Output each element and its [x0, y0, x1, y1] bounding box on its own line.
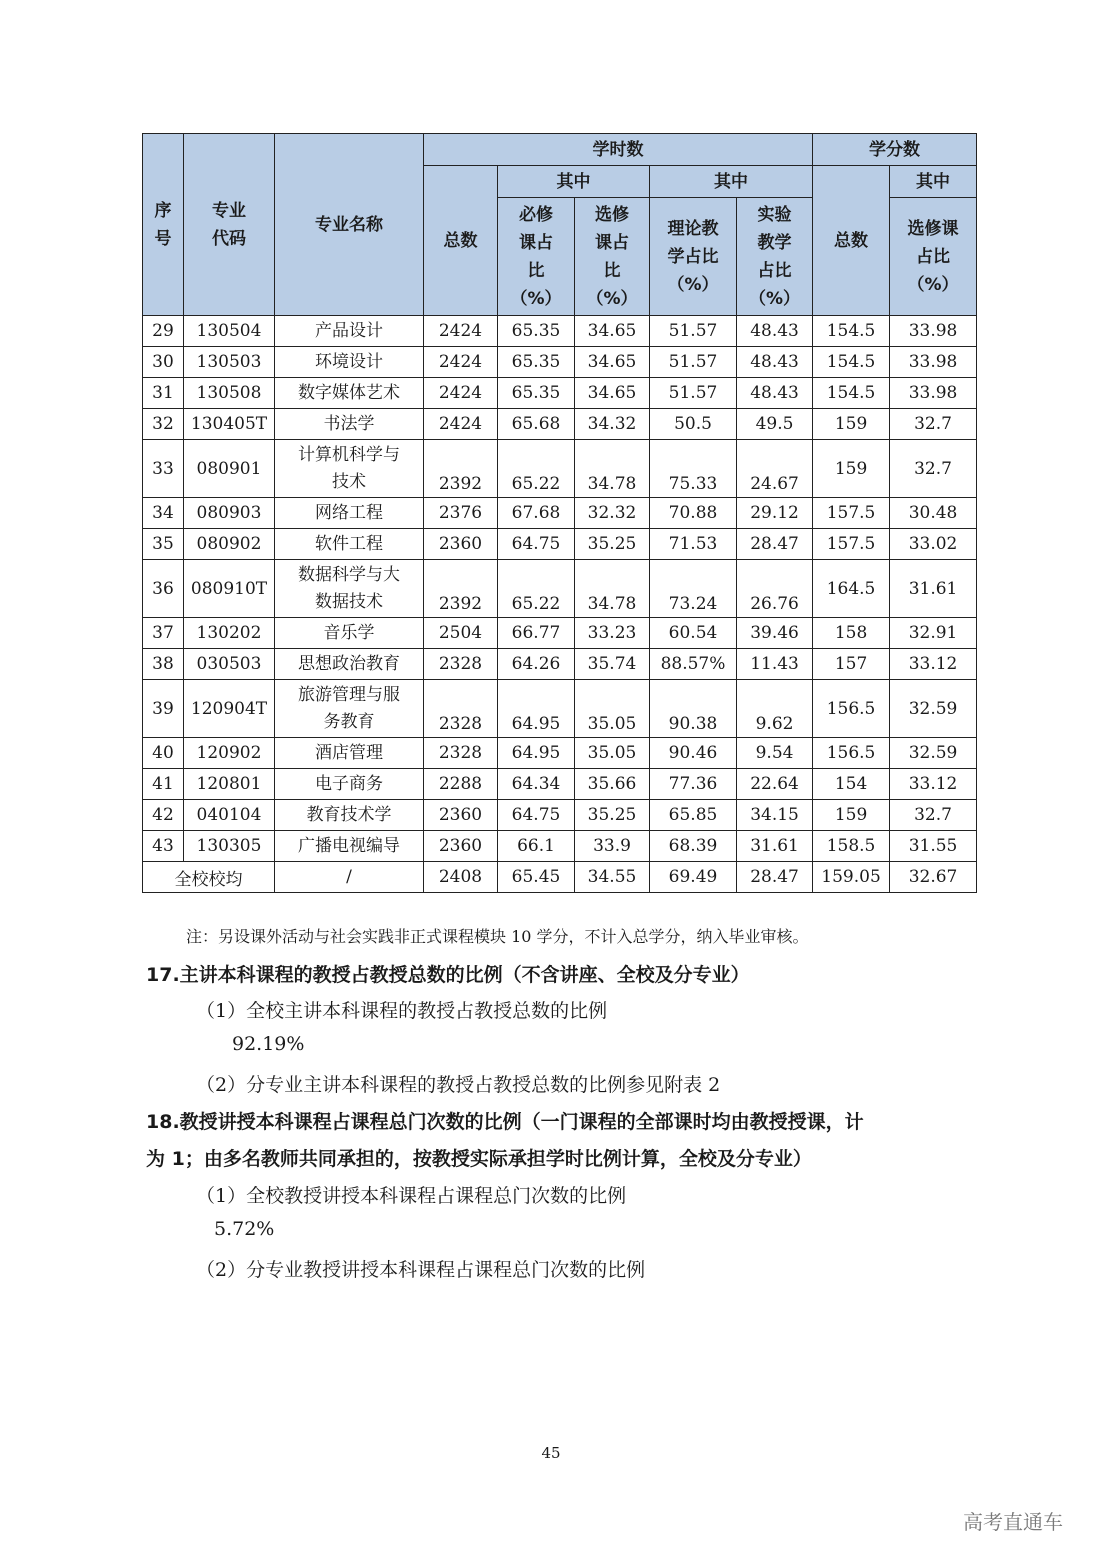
cell-lab-pct: 39.46	[737, 618, 813, 649]
section-18-item-2: （2）分专业教授讲授本科课程占课程总门次数的比例	[196, 1259, 646, 1281]
header-lab-pct: 实验 教学 占比 （%）	[737, 198, 813, 316]
header-hours-group: 学时数	[424, 134, 813, 166]
table-row	[143, 560, 977, 618]
cell-name: 软件工程	[275, 529, 424, 560]
cell-credits-elective-pct: 33.02	[890, 529, 977, 560]
cell-credits: 154.5	[813, 378, 890, 409]
cell-seq: 40	[143, 738, 184, 769]
cell-summary-credits-elective-pct: 32.67	[890, 862, 977, 893]
cell-credits: 157.5	[813, 529, 890, 560]
cell-lab-pct: 49.5	[737, 409, 813, 440]
cell-required-pct: 67.68	[498, 498, 575, 529]
table-note: 注：另设课外活动与社会实践非正式课程模块 10 学分，不计入总学分，纳入毕业审核。	[186, 927, 809, 946]
cell-seq: 39	[143, 680, 184, 738]
cell-seq: 42	[143, 800, 184, 831]
table-row	[143, 529, 977, 560]
table-row	[143, 316, 977, 347]
cell-name: 音乐学	[275, 618, 424, 649]
table-row	[143, 347, 977, 378]
cell-credits-elective-pct: 30.48	[890, 498, 977, 529]
cell-code: 130508	[184, 378, 275, 409]
cell-elective-pct: 34.32	[575, 409, 650, 440]
cell-credits: 157	[813, 649, 890, 680]
cell-code: 130202	[184, 618, 275, 649]
cell-credits: 158	[813, 618, 890, 649]
cell-hours: 2360	[424, 529, 498, 560]
table-row	[143, 440, 977, 498]
cell-name: 书法学	[275, 409, 424, 440]
cell-hours: 2328	[424, 680, 498, 738]
header-hours-total: 总数	[424, 166, 498, 316]
cell-elective-pct: 34.78	[575, 440, 650, 498]
cell-hours: 2360	[424, 831, 498, 862]
table-row	[143, 680, 977, 738]
cell-credits: 157.5	[813, 498, 890, 529]
cell-hours: 2504	[424, 618, 498, 649]
cell-credits-elective-pct: 31.61	[890, 560, 977, 618]
table-row	[143, 498, 977, 529]
header-seq: 序 号	[143, 134, 184, 316]
cell-hours: 2288	[424, 769, 498, 800]
cell-elective-pct: 35.05	[575, 738, 650, 769]
cell-required-pct: 64.95	[498, 680, 575, 738]
cell-theory-pct: 88.57%	[650, 649, 737, 680]
cell-lab-pct: 11.43	[737, 649, 813, 680]
cell-credits-elective-pct: 33.98	[890, 378, 977, 409]
cell-credits: 159	[813, 409, 890, 440]
cell-hours: 2328	[424, 738, 498, 769]
summary-row	[143, 862, 977, 893]
cell-credits-elective-pct: 33.12	[890, 649, 977, 680]
header-hours-sub1: 其中	[498, 166, 650, 198]
cell-name: 思想政治教育	[275, 649, 424, 680]
cell-theory-pct: 68.39	[650, 831, 737, 862]
cell-elective-pct: 34.65	[575, 378, 650, 409]
section-17-title: 17.主讲本科课程的教授占教授总数的比例（不含讲座、全校及分专业）	[146, 964, 750, 986]
cell-elective-pct: 35.25	[575, 800, 650, 831]
cell-seq: 36	[143, 560, 184, 618]
cell-summary-theory-pct: 69.49	[650, 862, 737, 893]
cell-credits: 164.5	[813, 560, 890, 618]
cell-elective-pct: 35.05	[575, 680, 650, 738]
cell-required-pct: 64.26	[498, 649, 575, 680]
cell-name: 环境设计	[275, 347, 424, 378]
cell-required-pct: 65.68	[498, 409, 575, 440]
cell-seq: 38	[143, 649, 184, 680]
header-credits-total: 总数	[813, 166, 890, 316]
cell-credits: 159	[813, 800, 890, 831]
cell-required-pct: 64.95	[498, 738, 575, 769]
cell-name: 计算机科学与 技术	[275, 440, 424, 498]
cell-required-pct: 65.35	[498, 316, 575, 347]
cell-lab-pct: 28.47	[737, 529, 813, 560]
header-elective-pct: 选修 课占 比 （%）	[575, 198, 650, 316]
cell-hours: 2360	[424, 800, 498, 831]
cell-code: 130503	[184, 347, 275, 378]
cell-required-pct: 66.1	[498, 831, 575, 862]
header-theory-pct: 理论教 学占比 （%）	[650, 198, 737, 316]
cell-credits-elective-pct: 32.59	[890, 738, 977, 769]
cell-lab-pct: 26.76	[737, 560, 813, 618]
cell-code: 080902	[184, 529, 275, 560]
cell-summary-hours: 2408	[424, 862, 498, 893]
cell-code: 120801	[184, 769, 275, 800]
cell-theory-pct: 77.36	[650, 769, 737, 800]
cell-summary-lab-pct: 28.47	[737, 862, 813, 893]
cell-seq: 29	[143, 316, 184, 347]
cell-summary-label: 全校校均	[143, 862, 275, 893]
cell-credits-elective-pct: 32.7	[890, 409, 977, 440]
cell-required-pct: 65.22	[498, 440, 575, 498]
header-name: 专业名称	[275, 134, 424, 316]
cell-credits-elective-pct: 32.7	[890, 440, 977, 498]
cell-lab-pct: 29.12	[737, 498, 813, 529]
cell-theory-pct: 60.54	[650, 618, 737, 649]
cell-lab-pct: 48.43	[737, 316, 813, 347]
cell-seq: 33	[143, 440, 184, 498]
watermark: 高考直通车	[963, 1510, 1063, 1534]
table-row	[143, 378, 977, 409]
cell-lab-pct: 22.64	[737, 769, 813, 800]
cell-credits: 154	[813, 769, 890, 800]
table-body	[143, 316, 977, 893]
header-credits-group: 学分数	[813, 134, 977, 166]
cell-required-pct: 64.75	[498, 529, 575, 560]
cell-code: 130405T	[184, 409, 275, 440]
cell-required-pct: 66.77	[498, 618, 575, 649]
cell-credits-elective-pct: 32.91	[890, 618, 977, 649]
page-number: 45	[541, 1444, 561, 1462]
cell-lab-pct: 24.67	[737, 440, 813, 498]
section-17-value-1: 92.19%	[232, 1033, 305, 1055]
cell-seq: 30	[143, 347, 184, 378]
cell-hours: 2424	[424, 316, 498, 347]
cell-theory-pct: 90.46	[650, 738, 737, 769]
cell-hours: 2424	[424, 409, 498, 440]
cell-name: 广播电视编导	[275, 831, 424, 862]
cell-theory-pct: 73.24	[650, 560, 737, 618]
cell-code: 040104	[184, 800, 275, 831]
cell-hours: 2424	[424, 378, 498, 409]
cell-seq: 35	[143, 529, 184, 560]
cell-lab-pct: 9.62	[737, 680, 813, 738]
cell-lab-pct: 34.15	[737, 800, 813, 831]
header-credits-sub: 其中	[890, 166, 977, 198]
cell-theory-pct: 51.57	[650, 378, 737, 409]
section-18-value-1: 5.72%	[214, 1218, 275, 1240]
cell-hours: 2376	[424, 498, 498, 529]
cell-seq: 34	[143, 498, 184, 529]
cell-required-pct: 65.35	[498, 347, 575, 378]
cell-hours: 2424	[424, 347, 498, 378]
cell-credits-elective-pct: 33.98	[890, 347, 977, 378]
header-code: 专业 代码	[184, 134, 275, 316]
cell-theory-pct: 51.57	[650, 316, 737, 347]
cell-code: 130504	[184, 316, 275, 347]
cell-required-pct: 65.22	[498, 560, 575, 618]
cell-required-pct: 65.35	[498, 378, 575, 409]
header-hours-sub2: 其中	[650, 166, 813, 198]
table-row	[143, 649, 977, 680]
cell-name: 网络工程	[275, 498, 424, 529]
cell-summary-credits: 159.05	[813, 862, 890, 893]
cell-seq: 31	[143, 378, 184, 409]
cell-name: 旅游管理与服 务教育	[275, 680, 424, 738]
section-18-title-line-1: 18.教授讲授本科课程占课程总门次数的比例（一门课程的全部课时均由教授授课，计	[146, 1111, 864, 1133]
cell-hours: 2392	[424, 560, 498, 618]
cell-code: 080903	[184, 498, 275, 529]
header-required-pct: 必修 课占 比 （%）	[498, 198, 575, 316]
cell-elective-pct: 34.65	[575, 347, 650, 378]
cell-elective-pct: 34.78	[575, 560, 650, 618]
cell-theory-pct: 65.85	[650, 800, 737, 831]
cell-credits-elective-pct: 33.98	[890, 316, 977, 347]
cell-theory-pct: 70.88	[650, 498, 737, 529]
cell-credits-elective-pct: 31.55	[890, 831, 977, 862]
cell-code: 080901	[184, 440, 275, 498]
table-row	[143, 618, 977, 649]
table-row	[143, 831, 977, 862]
cell-summary-required-pct: 65.45	[498, 862, 575, 893]
cell-summary-elective-pct: 34.55	[575, 862, 650, 893]
table-row	[143, 769, 977, 800]
cell-name: 数字媒体艺术	[275, 378, 424, 409]
cell-credits: 154.5	[813, 316, 890, 347]
cell-seq: 43	[143, 831, 184, 862]
cell-theory-pct: 90.38	[650, 680, 737, 738]
cell-required-pct: 64.34	[498, 769, 575, 800]
cell-lab-pct: 9.54	[737, 738, 813, 769]
cell-theory-pct: 75.33	[650, 440, 737, 498]
cell-name: 产品设计	[275, 316, 424, 347]
cell-name: 数据科学与大 数据技术	[275, 560, 424, 618]
cell-elective-pct: 35.66	[575, 769, 650, 800]
cell-theory-pct: 50.5	[650, 409, 737, 440]
cell-credits-elective-pct: 32.59	[890, 680, 977, 738]
cell-code: 030503	[184, 649, 275, 680]
cell-code: 130305	[184, 831, 275, 862]
section-18-title-line-2: 为 1；由多名教师共同承担的，按教授实际承担学时比例计算，全校及分专业）	[146, 1148, 812, 1170]
cell-summary-name: /	[275, 862, 424, 893]
cell-code: 080910T	[184, 560, 275, 618]
table-row	[143, 800, 977, 831]
cell-lab-pct: 48.43	[737, 378, 813, 409]
cell-credits-elective-pct: 32.7	[890, 800, 977, 831]
cell-code: 120904T	[184, 680, 275, 738]
section-17-item-1: （1）全校主讲本科课程的教授占教授总数的比例	[196, 1000, 608, 1022]
cell-credits: 156.5	[813, 680, 890, 738]
section-18-item-1: （1）全校教授讲授本科课程占课程总门次数的比例	[196, 1185, 627, 1207]
cell-elective-pct: 35.25	[575, 529, 650, 560]
cell-elective-pct: 33.9	[575, 831, 650, 862]
cell-name: 教育技术学	[275, 800, 424, 831]
cell-credits: 154.5	[813, 347, 890, 378]
curriculum-table	[142, 133, 977, 893]
cell-credits: 156.5	[813, 738, 890, 769]
cell-elective-pct: 34.65	[575, 316, 650, 347]
cell-lab-pct: 48.43	[737, 347, 813, 378]
cell-hours: 2328	[424, 649, 498, 680]
cell-theory-pct: 51.57	[650, 347, 737, 378]
cell-seq: 32	[143, 409, 184, 440]
table-row	[143, 738, 977, 769]
cell-name: 电子商务	[275, 769, 424, 800]
table-row	[143, 409, 977, 440]
cell-seq: 37	[143, 618, 184, 649]
cell-lab-pct: 31.61	[737, 831, 813, 862]
cell-credits-elective-pct: 33.12	[890, 769, 977, 800]
section-17-item-2: （2）分专业主讲本科课程的教授占教授总数的比例参见附表 2	[196, 1074, 721, 1096]
cell-required-pct: 64.75	[498, 800, 575, 831]
cell-name: 酒店管理	[275, 738, 424, 769]
cell-elective-pct: 33.23	[575, 618, 650, 649]
cell-credits: 158.5	[813, 831, 890, 862]
cell-elective-pct: 35.74	[575, 649, 650, 680]
cell-hours: 2392	[424, 440, 498, 498]
cell-code: 120902	[184, 738, 275, 769]
cell-elective-pct: 32.32	[575, 498, 650, 529]
cell-credits: 159	[813, 440, 890, 498]
cell-seq: 41	[143, 769, 184, 800]
header-credits-elective-pct: 选修课 占比 （%）	[890, 198, 977, 316]
cell-theory-pct: 71.53	[650, 529, 737, 560]
